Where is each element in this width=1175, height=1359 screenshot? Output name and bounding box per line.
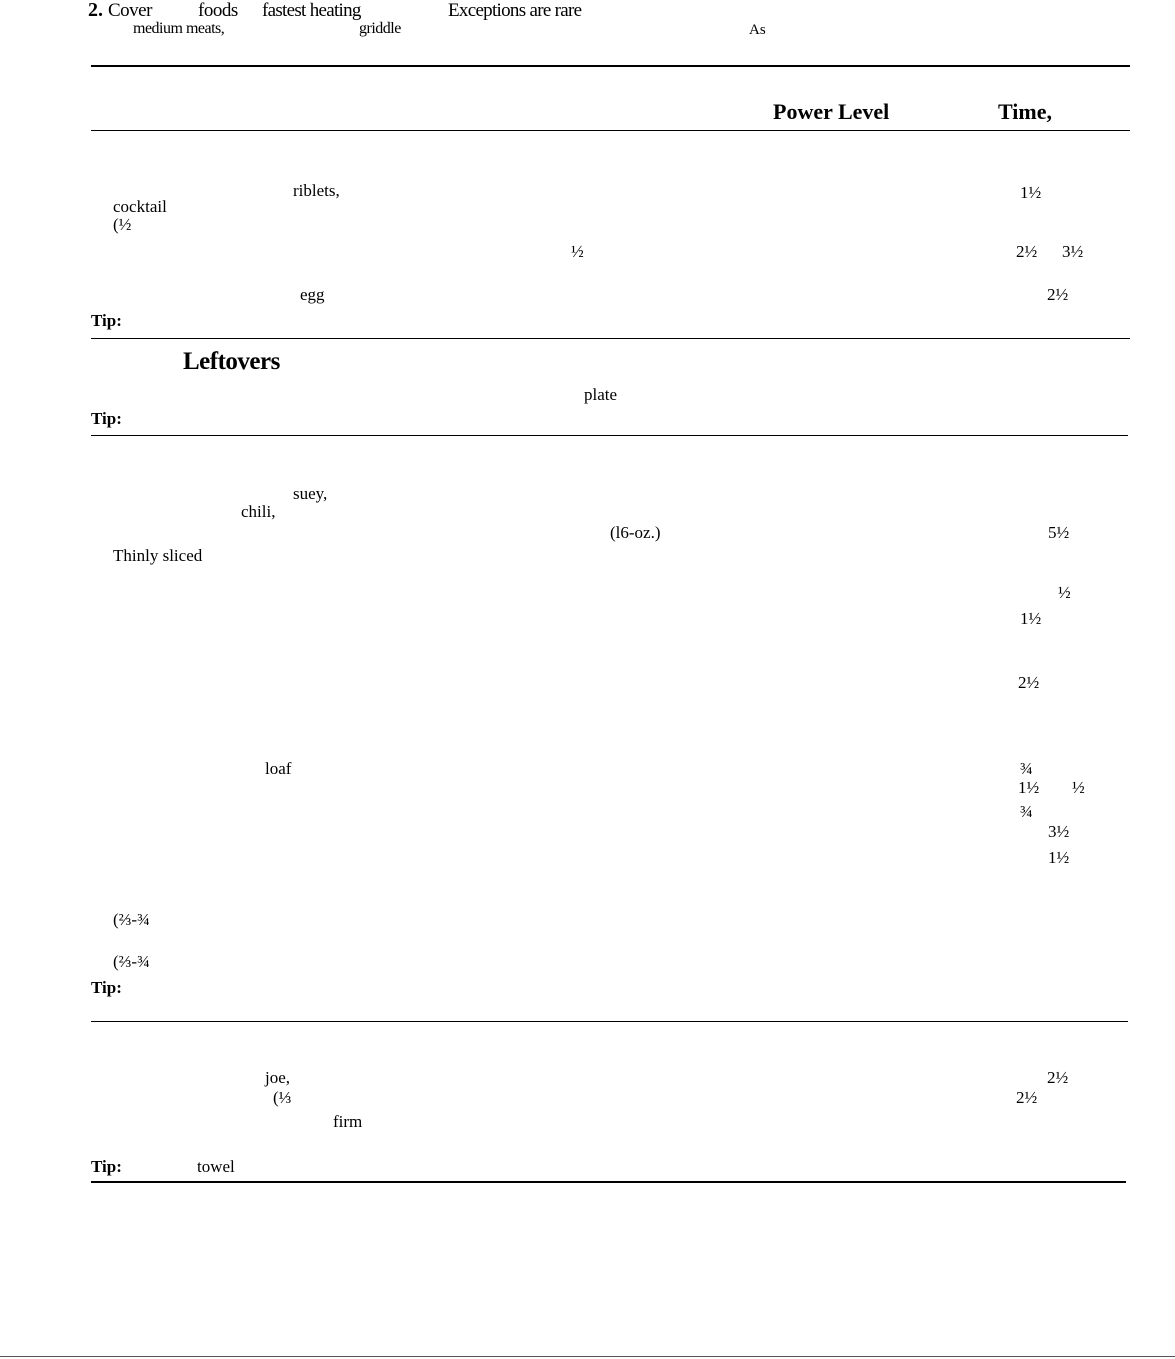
header-top-rule [91, 65, 1130, 67]
section-bottom-rule [91, 1181, 1126, 1183]
word-towel: towel [197, 1157, 235, 1176]
time-value: ¾ [1020, 759, 1033, 778]
word-cocktail: cocktail [113, 197, 167, 216]
column-header-time: Time, [998, 99, 1052, 124]
header-bottom-rule [91, 130, 1130, 131]
word-exceptions: Exceptions are rare [448, 0, 582, 21]
time-value: 2½ [1016, 1088, 1038, 1107]
time-value: 1½ [1048, 848, 1070, 867]
word-riblets: riblets, [293, 181, 340, 200]
word-firm: firm [333, 1112, 363, 1131]
time-value: 1½ [1020, 183, 1042, 202]
word-foods: foods [198, 0, 238, 21]
time-value: 2½ [1047, 285, 1069, 304]
tip-label: Tip: [91, 978, 122, 997]
section-rule [91, 435, 1128, 436]
fraction-text: (⅓ [273, 1088, 292, 1107]
word-medium-meats: medium meats, [133, 20, 225, 37]
phrase-thinly-sliced: Thinly sliced [113, 546, 203, 565]
time-value: ½ [1072, 778, 1085, 797]
time-value: 2½ [1016, 242, 1038, 261]
word-griddle: griddle [359, 20, 401, 37]
fraction-text: (⅔-¾ [113, 952, 150, 971]
word-suey: suey, [293, 484, 328, 503]
time-value: 2½ [1018, 673, 1040, 692]
word-egg: egg [300, 285, 325, 304]
word-plate: plate [584, 385, 618, 404]
time-value: 2½ [1047, 1068, 1069, 1087]
time-value: ½ [1058, 583, 1071, 602]
word-fastest-heating: fastest heating [262, 0, 361, 21]
time-value: 1½ [1020, 609, 1042, 628]
time-value: 5½ [1048, 523, 1070, 542]
word-cover: Cover [108, 0, 152, 21]
fraction-text: ½ [571, 242, 584, 261]
word-loaf: loaf [265, 759, 292, 778]
step-number: 2. [88, 0, 103, 21]
word-joe: joe, [265, 1068, 291, 1087]
word-as: As [749, 22, 766, 38]
time-value: 3½ [1048, 822, 1070, 841]
page-edge-rule [0, 1356, 1175, 1357]
can-size: (l6-oz.) [610, 523, 661, 542]
column-header-power-level: Power Level [773, 99, 890, 124]
time-value: 3½ [1062, 242, 1084, 261]
section-rule [91, 338, 1130, 339]
section-title-leftovers: Leftovers [183, 348, 280, 375]
tip-label: Tip: [91, 311, 122, 330]
fraction-text: (½ [113, 215, 132, 234]
section-rule [91, 1021, 1128, 1022]
fraction-text: (⅔-¾ [113, 910, 150, 929]
time-value: 1½ [1018, 778, 1040, 797]
time-value: ¾ [1020, 802, 1033, 821]
word-chili: chili, [241, 502, 276, 521]
tip-label: Tip: [91, 409, 122, 428]
tip-label: Tip: [91, 1157, 122, 1176]
